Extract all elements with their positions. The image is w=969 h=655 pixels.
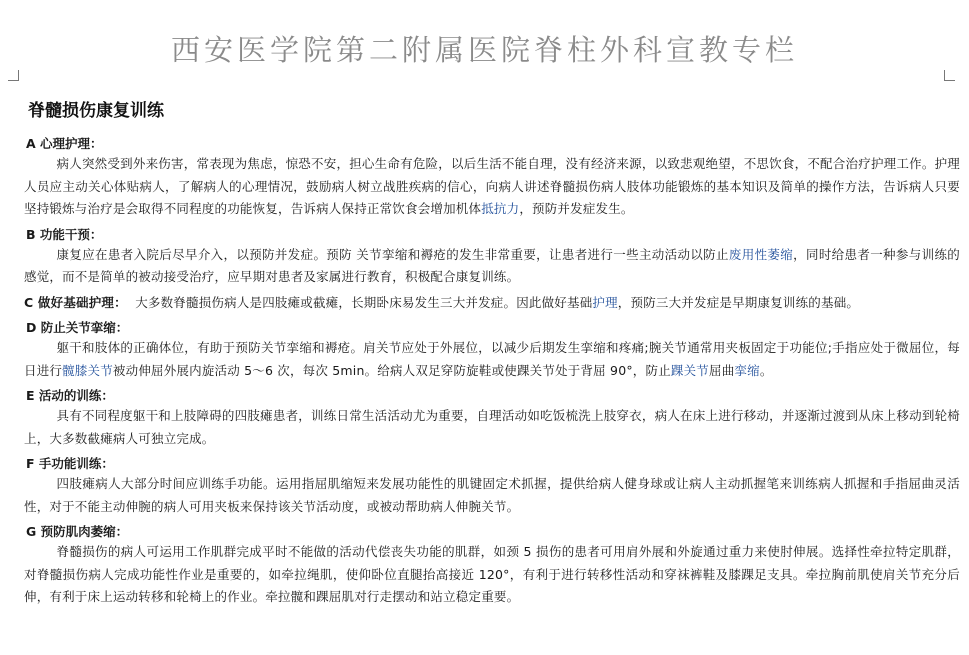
section-f-heading: F 手功能训练：	[26, 456, 114, 471]
section-e-heading: E 活动的训练：	[26, 388, 114, 403]
section-a-text-end: ，预防并发症发生。	[519, 201, 634, 216]
section-b-text-end: ，同时给患者一种参与训练的感觉，而不是简单的被动接受治疗，应早期对患者及家属进行教育，积极配合康复训练。	[24, 246, 960, 284]
section-f-paragraph: 四肢瘫病人大部分时间应训练手功能。运用指屈肌缩短来发展功能性的肌键固定术抓握，提供给病人健身球或让病人主动抓握笔来训练病人抓握和手指屈曲灵活性，对于不能主动伸腕的病人可用夹板来保持该关节活动度，或被动帮助病人伸腕关节。	[24, 476, 960, 514]
section-d-text: 躯干和肢体的正确体位，有助于预防关节挛缩和褥疮。肩关节应处于外展位，以减少后期发生挛缩和疼痛;腕关节通常用夹板固定于功能位;手指应处于微屈位，每日进行	[24, 340, 960, 378]
document-body	[24, 96, 960, 609]
section-c-text-end: ，预防三大并发症是早期康复训练的基础。	[617, 294, 860, 310]
section-g-heading: G 预防肌肉萎缩：	[26, 524, 129, 539]
section-a-text: 病人突然受到外来伤害，常表现为焦虑，惊恐不安，担心生命有危险，以后生活不能自理，没有经济来源，以致悲观绝望，不思饮食，不配合治疗护理工作。护理人员应主动关心体贴病人，了解病人的心理情况，鼓励病人树立战胜疾病的信心，向病人讲述脊髓损伤病人肢体功能锻炼的基本知识及简单的操作方法，告诉病人只要坚持锻炼与治疗是会取得不同程度的功能恢复，告诉病人保持正常饮食会增加机体	[24, 156, 960, 216]
section-c-paragraph	[24, 292, 960, 315]
link-disuse-atrophy[interactable]: 废用性萎缩	[728, 246, 794, 262]
section-b-text: 康复应在患者入院后尽早介入，以预防并发症。预防 关节挛缩和褥疮的发生非常重要，让患者进行一些主动活动以防止	[56, 246, 729, 262]
section-e-paragraph: 具有不同程度躯干和上肢障碍的四肢瘫患者，训练日常生活活动尤为重要，自理活动如吃饭梳洗上肢穿衣，病人在床上进行移动，并逐渐过渡到从床上移动到轮椅上，大多数截瘫病人可独立完成。	[24, 408, 960, 446]
link-contracture[interactable]: 挛缩	[734, 362, 760, 378]
section-a-paragraph	[24, 153, 960, 221]
section-d-text-2: 被动伸屈外展内旋活动 5～6 次，每次 5min。给病人双足穿防旋鞋或使踝关节处于背屈 90°，防止	[112, 362, 671, 378]
link-ankle-joint[interactable]: 踝关节	[670, 362, 710, 378]
section-d-text-end: 。	[759, 362, 773, 378]
crop-mark-top-left	[8, 70, 19, 81]
section-c-heading: C 做好基础护理：	[24, 294, 127, 310]
section-g-paragraph: 脊髓损伤的病人可运用工作肌群完成平时不能做的活动代偿丧失功能的肌群，如颈 5 损伤的患者可用肩外展和外旋通过重力来使肘伸展。选择性牵拉特定肌群，对脊髓损伤病人完成功能性作业是重要的，如牵拉绳肌，使仰卧位直腿抬高接近 120°，有利于进行转移性活动和穿袜裤鞋及膝踝足支具。牵拉胸前肌使肩关节充分后伸，有利于床上运动转移和轮椅上的作业。牵拉髋和踝屈肌对行走摆动和站立稳定重要。	[24, 544, 960, 604]
section-b-paragraph	[24, 244, 960, 289]
link-nursing[interactable]: 护理	[592, 294, 618, 310]
section-d-text-3: 屈曲	[709, 362, 735, 378]
section-c-text: 大多数脊髓损伤病人是四肢瘫或截瘫，长期卧床易发生三大并发症。因此做好基础	[135, 294, 593, 310]
section-a-heading: A 心理护理：	[26, 136, 103, 151]
banner-title: 西安医学院第二附属医院脊柱外科宣教专栏	[170, 33, 798, 67]
section-d-paragraph	[24, 337, 960, 382]
section-d-heading: D 防止关节挛缩：	[26, 320, 129, 335]
document-title: 脊髓损伤康复训练	[28, 101, 164, 121]
crop-mark-top-right	[944, 70, 955, 81]
section-b-heading: B 功能干预：	[26, 226, 103, 242]
link-hip-knee-joint[interactable]: 髋膝关节	[62, 362, 113, 378]
link-resistance[interactable]: 抵抗力	[481, 201, 520, 216]
